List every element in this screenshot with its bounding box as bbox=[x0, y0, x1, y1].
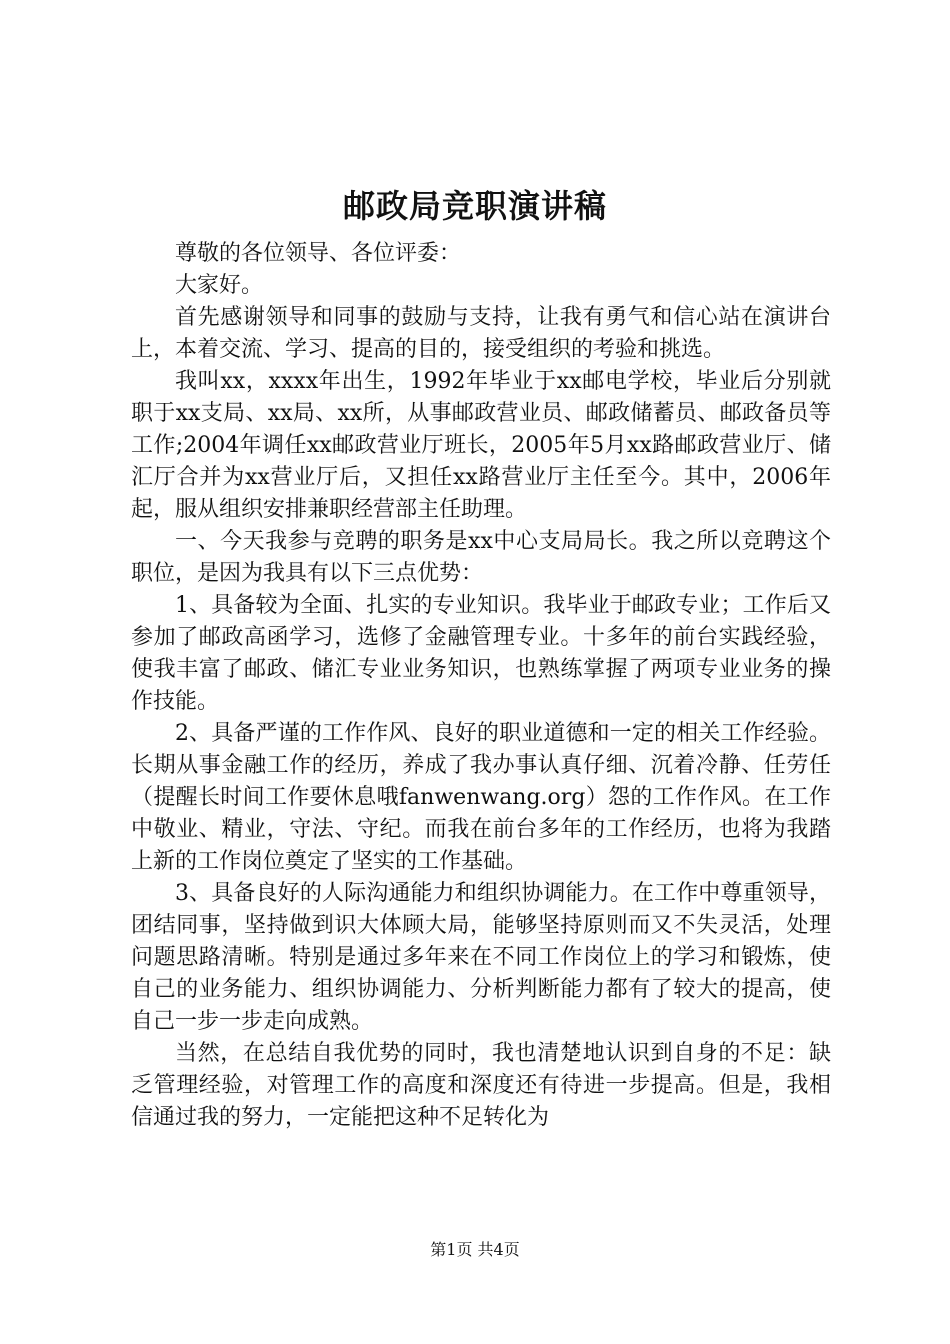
paragraph-background: 我叫xx，xxxx年出生，1992年毕业于xx邮电学校，毕业后分别就职于xx支局、xx局、xx所，从事邮政营业员、邮政储蓄员、邮政备员等工作;2004年调任xx邮政营业厅班长，2005年5月xx路邮政营业厅、储汇厅合并为xx营业厅后，又担任xx路营业厅主任至今。其中，2006年起，服从组织安排兼职经营部主任助理。 bbox=[131, 369, 831, 522]
document-body bbox=[131, 238, 831, 1134]
document-title: 邮政局竞职演讲稿 bbox=[342, 187, 607, 225]
page-number-footer: 第1页 共4页 bbox=[430, 1240, 520, 1259]
paragraph-strength-1: 1、具备较为全面、扎实的专业知识。我毕业于邮政专业；工作后又参加了邮政高函学习，选修了金融管理专业。十多年的前台实践经验，使我丰富了邮政、储汇专业业务知识，也熟练掌握了两项专业业务的操作技能。 bbox=[131, 593, 831, 714]
paragraph-intro: 首先感谢领导和同事的鼓励与支持，让我有勇气和信心站在演讲台上，本着交流、学习、提高的目的，接受组织的考验和挑选。 bbox=[131, 305, 831, 362]
paragraph-strength-2: 2、具备严谨的工作作风、良好的职业道德和一定的相关工作经验。长期从事金融工作的经历，养成了我办事认真仔细、沉着冷静、任劳任（提醒长时间工作要休息哦fanwenwang.org）怨的工作作风。在工作中敬业、精业，守法、守纪。而我在前台多年的工作经历，也将为我踏上新的工作岗位奠定了坚实的工作基础。 bbox=[131, 721, 831, 874]
salutation: 尊敬的各位领导、各位评委： bbox=[175, 241, 462, 266]
paragraph-shortcomings: 当然，在总结自我优势的同时，我也清楚地认识到自身的不足：缺乏管理经验，对管理工作的高度和深度还有待进一步提高。但是，我相信通过我的努力，一定能把这种不足转化为 bbox=[131, 1041, 831, 1130]
paragraph-position: 一、今天我参与竞聘的职务是xx中心支局局长。我之所以竞聘这个职位，是因为我具有以下三点优势： bbox=[131, 529, 831, 586]
greeting: 大家好。 bbox=[175, 273, 264, 298]
paragraph-strength-3: 3、具备良好的人际沟通能力和组织协调能力。在工作中尊重领导，团结同事，坚持做到识大体顾大局，能够坚持原则而又不失灵活，处理问题思路清晰。特别是通过多年来在不同工作岗位上的学习和锻炼，使自己的业务能力、组织协调能力、分析判断能力都有了较大的提高，使自己一步一步走向成熟。 bbox=[131, 881, 831, 1034]
